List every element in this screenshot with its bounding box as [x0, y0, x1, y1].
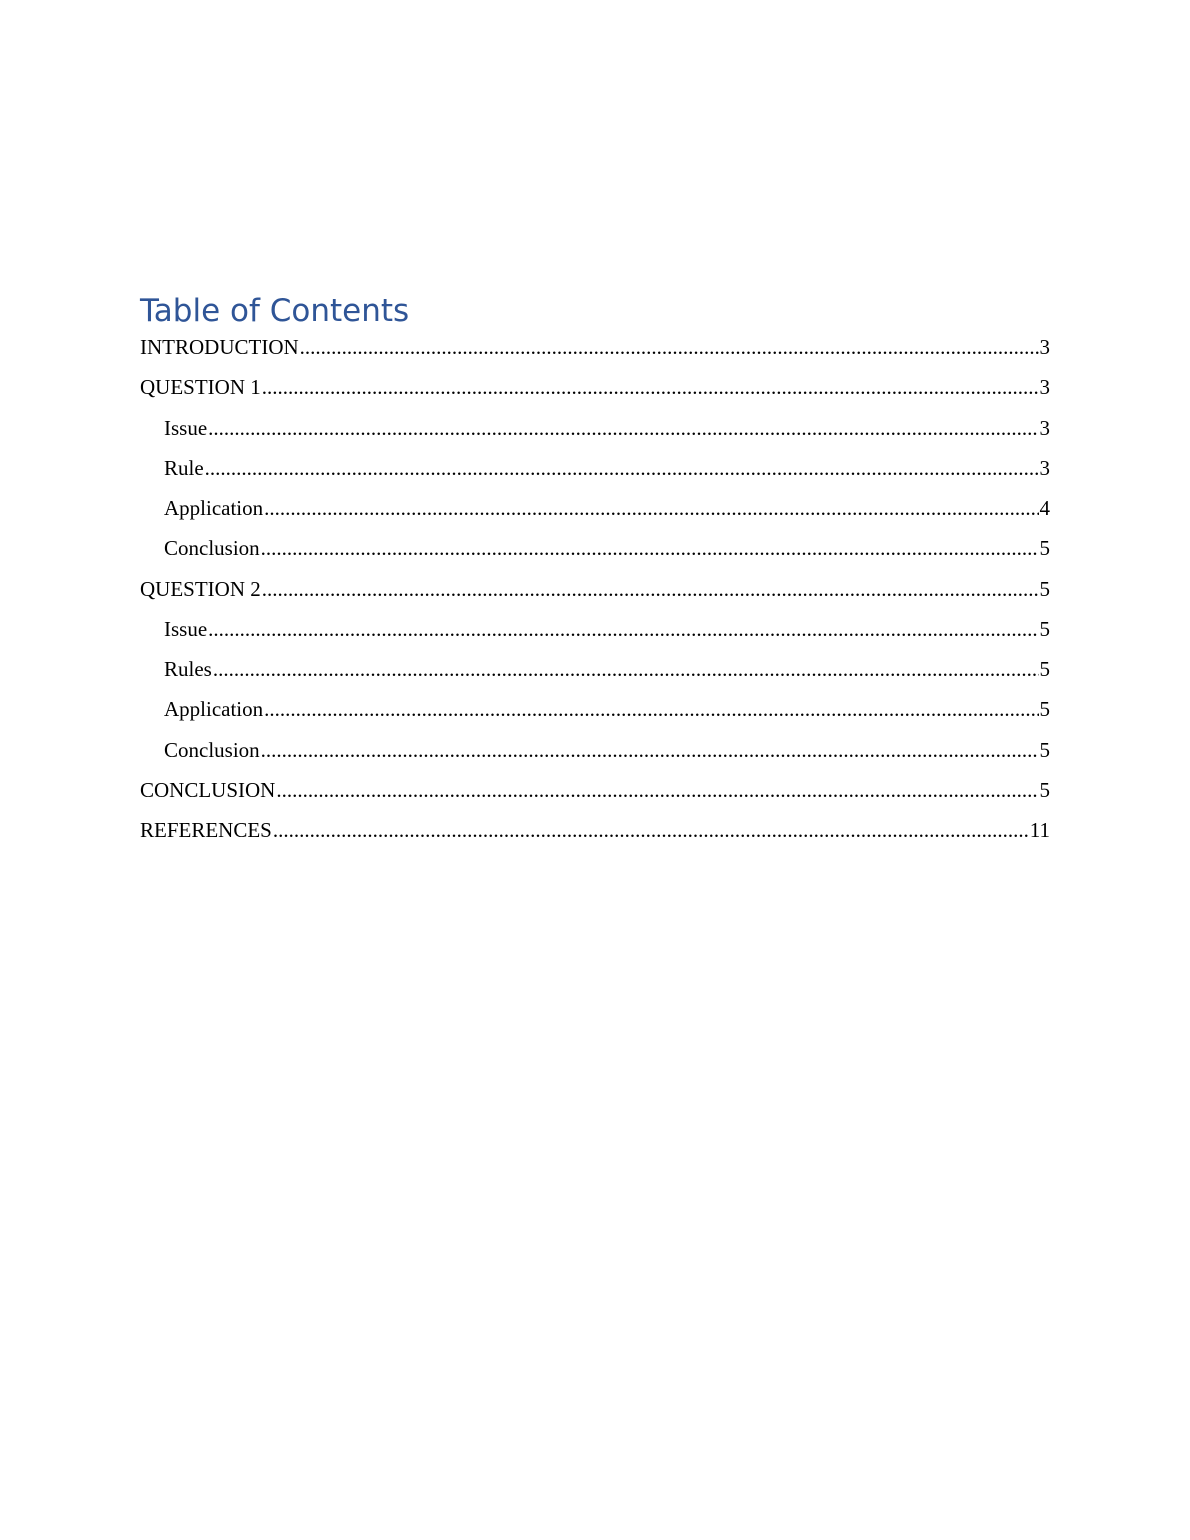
toc-dot-leader	[262, 372, 1039, 402]
toc-entry-label: QUESTION 2	[140, 576, 261, 601]
toc-entry-conclusion[interactable]	[140, 775, 1050, 815]
toc-entry-q1-rule[interactable]	[140, 453, 1050, 493]
toc-dot-leader	[276, 775, 1038, 805]
toc-entry-label: Conclusion	[164, 536, 260, 561]
table-of-contents	[140, 290, 1050, 855]
toc-entry-label: QUESTION 1	[140, 375, 261, 400]
toc-page-number: 3	[1039, 375, 1050, 400]
toc-dot-leader	[273, 815, 1029, 845]
toc-list	[140, 332, 1050, 855]
toc-dot-leader	[261, 533, 1039, 563]
toc-page-number: 5	[1039, 657, 1050, 681]
toc-entry-q2-conclusion[interactable]	[140, 735, 1050, 775]
toc-page-number: 5	[1039, 737, 1050, 762]
toc-entry-label: Conclusion	[164, 737, 260, 762]
toc-entry-label: REFERENCES	[140, 818, 272, 842]
toc-dot-leader	[205, 453, 1039, 483]
toc-entry-label: CONCLUSION	[140, 777, 276, 802]
toc-entry-question-2[interactable]	[140, 574, 1050, 614]
toc-entry-label: Issue	[164, 415, 208, 440]
toc-dot-leader	[262, 574, 1039, 604]
toc-page-number: 3	[1039, 335, 1050, 359]
toc-page-number: 3	[1039, 415, 1050, 440]
toc-page-number: 5	[1039, 616, 1050, 641]
toc-page-number: 5	[1039, 536, 1050, 561]
toc-entry-q1-conclusion[interactable]	[140, 533, 1050, 573]
toc-entry-label: Application	[164, 496, 264, 520]
toc-entry-label: Rules	[164, 657, 212, 681]
toc-page-number: 5	[1039, 697, 1050, 722]
toc-entry-q2-issue[interactable]	[140, 614, 1050, 654]
toc-page-number: 5	[1039, 576, 1050, 601]
toc-dot-leader	[208, 413, 1038, 443]
toc-page-number: 5	[1039, 777, 1050, 802]
toc-dot-leader	[264, 493, 1038, 523]
toc-entry-q2-rules[interactable]	[140, 654, 1050, 694]
toc-entry-q2-application[interactable]	[140, 694, 1050, 734]
toc-dot-leader	[300, 332, 1039, 362]
toc-entry-label: INTRODUCTION	[140, 335, 299, 359]
toc-entry-question-1[interactable]	[140, 372, 1050, 412]
toc-entry-q1-application[interactable]	[140, 493, 1050, 533]
toc-entry-references[interactable]	[140, 815, 1050, 855]
toc-dot-leader	[208, 614, 1038, 644]
toc-dot-leader	[213, 654, 1039, 684]
toc-page-number: 4	[1039, 496, 1050, 520]
toc-entry-label: Application	[164, 697, 264, 722]
toc-dot-leader	[261, 735, 1039, 765]
toc-entry-q1-issue[interactable]	[140, 413, 1050, 453]
toc-dot-leader	[264, 694, 1038, 724]
toc-entry-introduction[interactable]	[140, 332, 1050, 372]
toc-title: Table of Contents	[140, 293, 410, 329]
toc-entry-label: Rule	[164, 455, 204, 480]
toc-page-number: 11	[1029, 818, 1050, 842]
toc-page-number: 3	[1039, 455, 1050, 480]
toc-entry-label: Issue	[164, 616, 208, 641]
